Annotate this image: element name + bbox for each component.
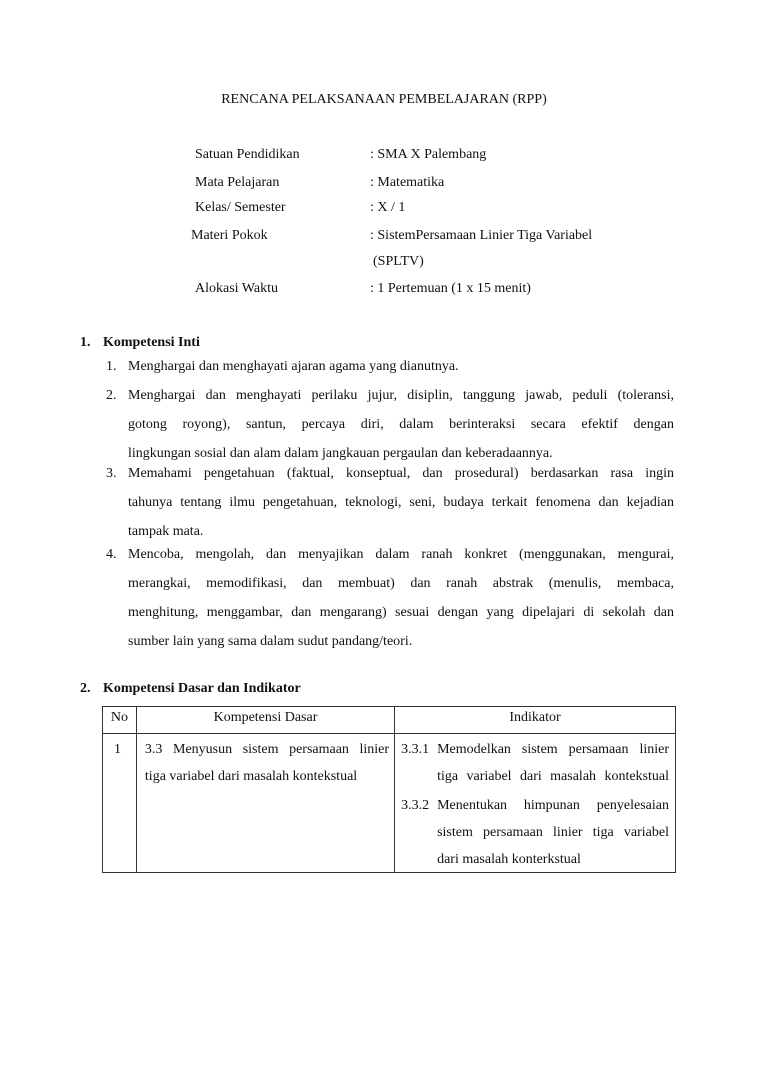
identity-label-materi: Materi Pokok: [191, 228, 268, 243]
ki-item-number: 2.: [106, 388, 117, 403]
ki-item-number: 3.: [106, 466, 117, 481]
kd-indikator-table: [102, 706, 676, 873]
section2-heading: Kompetensi Dasar dan Indikator: [103, 681, 301, 696]
table-cell-indikator: [395, 734, 676, 873]
table-cell-no: [103, 734, 137, 873]
identity-value-kelas: : X / 1: [370, 200, 406, 215]
kd-line: 3.3 Menyusun sistem persamaan linier: [144, 742, 390, 757]
identity-value-alokasi: : 1 Pertemuan (1 x 15 menit): [370, 281, 531, 296]
ki-item-2-line: Menghargai dan menghayati perilaku jujur, disiplin, tanggung jawab, peduli (toleransi,: [128, 388, 674, 403]
identity-value-mapel: : Matematika: [370, 175, 445, 190]
ki-item-2-line: gotong royong), santun, percaya diri, dalam berinteraksi secara efektif dengan: [128, 417, 674, 432]
kd-line: tiga variabel dari masalah kontekstual: [144, 769, 358, 784]
identity-value-materi-cont: (SPLTV): [373, 254, 424, 269]
ki-item-4-line: merangkai, memodifikasi, dan membuat) dan ranah abstrak (menulis, membaca,: [128, 576, 674, 591]
identity-label-mapel: Mata Pelajaran: [195, 175, 280, 190]
ki-item-3: [128, 459, 674, 546]
ki-item-3-line: tampak mata.: [128, 524, 204, 539]
identity-value-materi: : SistemPersamaan Linier Tiga Variabel: [370, 228, 593, 243]
ki-item-3-line: tahunya tentang ilmu pengetahuan, teknologi, seni, budaya terkait fenomena dan kejadian: [128, 495, 674, 510]
indikator-item: [401, 790, 669, 872]
table-cell-kd: [136, 734, 394, 873]
ki-item-1: [128, 352, 674, 381]
indikator-code: 3.3.2: [401, 798, 430, 813]
indikator-line: tiga variabel dari masalah kontekstual: [437, 769, 669, 784]
ki-item-4-line: sumber lain yang sama dalam sudut pandang/teori.: [128, 634, 413, 649]
indikator-code: 3.3.1: [401, 742, 430, 757]
table-header-no: No: [103, 707, 137, 734]
table-header-indikator: Indikator: [395, 707, 676, 734]
identity-label-alokasi: Alokasi Waktu: [195, 281, 278, 296]
ki-item-1-line: Menghargai dan menghayati ajaran agama yang dianutnya.: [128, 359, 459, 374]
indikator-line: Menentukan himpunan penyelesaian: [437, 798, 669, 813]
ki-item-4-line: Mencoba, mengolah, dan menyajikan dalam ranah konkret (menggunakan, mengurai,: [128, 547, 674, 562]
ki-item-number: 4.: [106, 547, 117, 562]
ki-item-2: [128, 381, 674, 468]
identity-label-kelas: Kelas/ Semester: [195, 200, 286, 215]
ki-item-number: 1.: [106, 359, 117, 374]
identity-label-satuan: Satuan Pendidikan: [195, 147, 300, 162]
ki-item-3-line: Memahami pengetahuan (faktual, konseptual, dan prosedural) berdasarkan rasa ingin: [128, 466, 674, 481]
identity-value-satuan: : SMA X Palembang: [370, 147, 487, 162]
section2-number: 2.: [80, 681, 91, 696]
section1-heading: Kompetensi Inti: [103, 335, 200, 350]
indikator-line: Memodelkan sistem persamaan linier: [437, 742, 669, 757]
section1-number: 1.: [80, 335, 91, 350]
table-row: [103, 734, 676, 873]
ki-item-4-line: menghitung, menggambar, dan mengarang) sesuai dengan yang dipelajari di sekolah dan: [128, 605, 674, 620]
document-title: RENCANA PELAKSANAAN PEMBELAJARAN (RPP): [221, 92, 547, 107]
row-number: 1: [114, 742, 121, 757]
indikator-line: dari masalah konterkstual: [437, 852, 581, 867]
indikator-item: [401, 736, 669, 790]
indikator-line: sistem persamaan linier tiga variabel: [437, 825, 669, 840]
ki-item-2-line: lingkungan sosial dan alam dalam jangkauan pergaulan dan keberadaannya.: [128, 446, 553, 461]
table-header-kd: Kompetensi Dasar: [136, 707, 394, 734]
ki-item-4: [128, 540, 674, 656]
table-header-row: [103, 707, 676, 734]
